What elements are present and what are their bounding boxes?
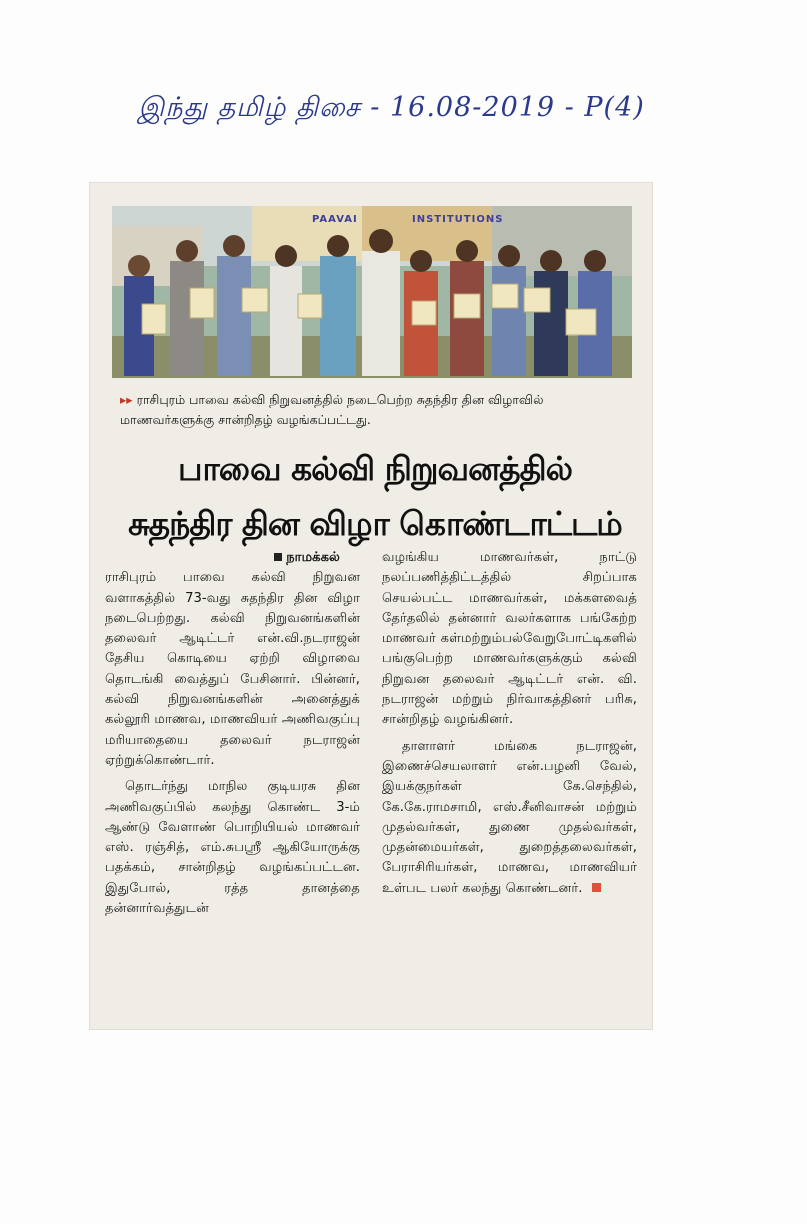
end-of-article-icon: [592, 883, 601, 892]
article-paragraph: தொடர்ந்து மாநில குடியரசு தின அணிவகுப்பில் கலந்து கொண்ட 3-ம் ஆண்டு வேளாண் பொறியியல் மாணவர் எஸ். ரஞ்சித், எம்.சுபஸ்ரீ ஆகியோருக்கு பதக்கம், சான்றிதழ் வழங்கப்பட்டன. இதுபோல், ரத்த தானத்தை தன்னார்வத்துடன்: [105, 779, 360, 917]
article-column-left: [105, 548, 360, 925]
article-column-right: [382, 548, 637, 905]
headline-line-1: பாவை கல்வி நிறுவனத்தில்: [177, 449, 573, 488]
group-photo-image: [112, 206, 632, 378]
handwritten-source-note: இந்து தமிழ் திசை - 16.08-2019 - P(4): [138, 92, 645, 123]
photo-banner-left: PAAVAI: [312, 214, 358, 225]
headline: [110, 441, 640, 551]
dateline-text: நாமக்கல்: [286, 550, 340, 565]
photo-caption: [120, 390, 635, 430]
caption-text: ராசிபுரம் பாவை கல்வி நிறுவனத்தில் நடைபெற்ற சுதந்திர தின விழாவில் மாணவர்களுக்கு சான்றிதழ் வழங்கப்பட்டது.: [120, 392, 544, 427]
article-paragraph-text: தாளாளர் மங்கை நடராஜன், இணைச்செயலாளர் என்.பழனி வேல், இயக்குநர்கள் கே.செந்தில், கே.கே.ராமசாமி, எஸ்.சீனிவாசன் மற்றும் முதல்வர்கள், துணை முதல்வர்கள், முதன்மையர்கள், துறைத்தலைவர்கள், பேராசிரியர்கள், மாணவ, மாணவியர் உள்பட பலர் கலந்து கொண்டனர்.: [382, 738, 637, 896]
dateline-square-icon: [274, 553, 282, 561]
newspaper-clipping: [90, 183, 652, 1029]
article-paragraph: [382, 737, 637, 899]
caption-arrow-icon: ▸▸: [120, 392, 133, 407]
headline-line-2: சுதந்திர தின விழா கொண்டாட்டம்: [128, 504, 622, 543]
dateline: [105, 548, 360, 568]
article-paragraph: ராசிபுரம் பாவை கல்வி நிறுவன வளாகத்தில் 73-வது சுதந்திர தின விழா நடைபெற்றது. கல்வி நிறுவனங்களின் தலைவர் ஆடிட்டர் என்.வி.நடராஜன் தேசிய கொடியை ஏற்றி விழாவை தொடங்கி வைத்துப் பேசினார். பின்னர், கல்வி நிறுவனங்களின் அனைத்துக் கல்லூரி மாணவ, மாணவியர் அணிவகுப்பு மரியாதையை தலைவர் நடராஜன் ஏற்றுக்கொண்டார்.: [105, 570, 360, 768]
group-photo: [112, 206, 632, 378]
article-paragraph: வழங்கிய மாணவர்கள், நாட்டு நலப்பணித்திட்டத்தில் சிறப்பாக செயல்பட்ட மாணவர்கள், மக்களவைத் தேர்தலில் தன்னார் வலர்களாக பங்கேற்ற மாணவர் கள்மற்றும்பல்வேறுபோட்டிகளில் பங்குபெற்ற மாணவர்களுக்கும் கல்வி நிறுவன தலைவர் ஆடிட்டர் என். வி. நடராஜன் மற்றும் நிர்வாகத்தினர் பரிசு, சான்றிதழ் வழங்கினர்.: [382, 550, 637, 728]
photo-banner-right: INSTITUTIONS: [412, 214, 504, 225]
